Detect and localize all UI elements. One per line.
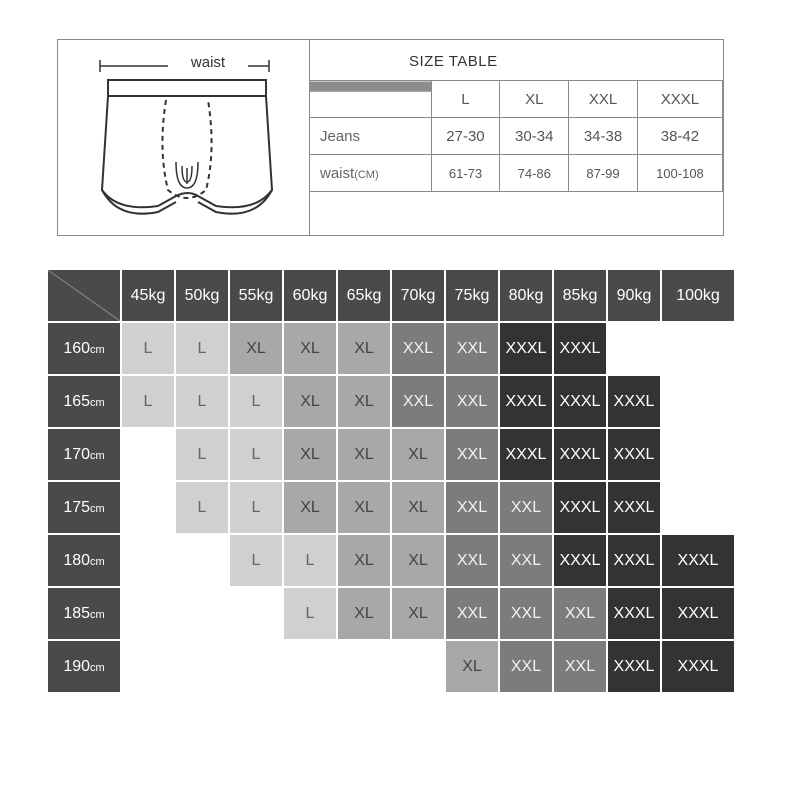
size-cell: XL — [284, 376, 336, 427]
size-cell — [392, 641, 444, 692]
size-cell: L — [230, 429, 282, 480]
size-cell — [662, 482, 734, 533]
weight-header: 80kg — [500, 270, 552, 321]
briefs-diagram — [58, 40, 310, 235]
height-value: 190 — [63, 657, 91, 675]
row-label — [310, 155, 432, 192]
height-unit: cm — [90, 343, 105, 356]
size-cell: XXXL — [500, 376, 552, 427]
blank-cell — [310, 192, 723, 231]
weight-header: 55kg — [230, 270, 282, 321]
size-header: XXL — [569, 81, 638, 118]
height-value: 165 — [63, 392, 91, 410]
height-unit: cm — [90, 661, 105, 674]
size-cell — [122, 588, 174, 639]
weight-header: 65kg — [338, 270, 390, 321]
size-cell: XXL — [446, 482, 498, 533]
weight-header: 75kg — [446, 270, 498, 321]
size-cell: XXXL — [608, 482, 660, 533]
size-value: 87-99 — [569, 155, 638, 192]
size-cell: XL — [392, 482, 444, 533]
size-header: XXXL — [637, 81, 722, 118]
size-cell: XL — [338, 323, 390, 374]
height-unit: cm — [90, 396, 105, 409]
size-cell: XL — [392, 535, 444, 586]
size-cell: L — [176, 323, 228, 374]
jeans-row — [310, 118, 723, 155]
size-cell — [662, 323, 734, 374]
size-cell: XL — [284, 482, 336, 533]
size-cell: L — [176, 429, 228, 480]
height-value: 175 — [63, 498, 91, 516]
weight-header: 70kg — [392, 270, 444, 321]
size-cell — [122, 429, 174, 480]
size-cell: XXL — [554, 641, 606, 692]
size-cell: XXL — [446, 376, 498, 427]
height-unit: cm — [90, 502, 105, 515]
height-value: 170 — [63, 445, 91, 463]
height-header — [48, 482, 120, 533]
size-header: XL — [500, 81, 569, 118]
height-unit: cm — [90, 449, 105, 462]
size-cell: XXXL — [554, 535, 606, 586]
size-cell: XXL — [392, 376, 444, 427]
size-cell: XL — [230, 323, 282, 374]
size-cell — [284, 641, 336, 692]
height-row — [48, 482, 734, 533]
size-cell: XXXL — [554, 376, 606, 427]
size-cell: L — [176, 482, 228, 533]
size-cell: L — [284, 535, 336, 586]
size-cell: XL — [392, 429, 444, 480]
size-cell: L — [122, 376, 174, 427]
size-cell: L — [284, 588, 336, 639]
size-cell — [122, 641, 174, 692]
weight-header: 50kg — [176, 270, 228, 321]
size-cell: XXXL — [662, 641, 734, 692]
size-cell: XXL — [500, 482, 552, 533]
size-value: 38-42 — [637, 118, 722, 155]
size-cell — [176, 588, 228, 639]
height-header — [48, 641, 120, 692]
size-cell: XL — [338, 482, 390, 533]
size-cell: XXL — [446, 588, 498, 639]
size-table — [57, 39, 724, 236]
height-header — [48, 323, 120, 374]
size-cell: XXXL — [608, 588, 660, 639]
size-cell: XXL — [392, 323, 444, 374]
corner-diagonal — [48, 270, 120, 321]
size-cell — [176, 641, 228, 692]
height-header — [48, 535, 120, 586]
size-value: 61-73 — [431, 155, 500, 192]
size-cell: XXL — [554, 588, 606, 639]
size-value: 100-108 — [637, 155, 722, 192]
size-cell: L — [176, 376, 228, 427]
height-value: 180 — [63, 551, 91, 569]
size-cell: L — [122, 323, 174, 374]
size-cell: XXL — [500, 588, 552, 639]
size-cell: XXXL — [608, 535, 660, 586]
size-cell: XXXL — [608, 429, 660, 480]
row-label-text: waist — [320, 164, 355, 182]
size-cell: XL — [338, 376, 390, 427]
size-value: 30-34 — [500, 118, 569, 155]
height-row — [48, 376, 734, 427]
size-cell — [338, 641, 390, 692]
size-cell: XL — [338, 535, 390, 586]
size-cell: XXXL — [500, 429, 552, 480]
size-cell: L — [230, 376, 282, 427]
waist-row — [310, 155, 723, 192]
weight-header: 60kg — [284, 270, 336, 321]
waist-label: waist — [190, 54, 226, 71]
size-cell — [662, 429, 734, 480]
size-table-title: SIZE TABLE — [409, 53, 498, 70]
height-row — [48, 429, 734, 480]
size-cell — [122, 535, 174, 586]
size-cell: XL — [284, 323, 336, 374]
height-value: 160 — [63, 339, 91, 357]
size-table-corner — [310, 81, 432, 118]
size-header-row — [310, 81, 723, 118]
size-cell — [122, 482, 174, 533]
height-header — [48, 588, 120, 639]
size-cell: XXXL — [554, 482, 606, 533]
blank-row — [310, 192, 723, 231]
size-cell: XL — [446, 641, 498, 692]
chart-corner — [48, 270, 120, 321]
height-row — [48, 588, 734, 639]
size-cell: XXXL — [608, 641, 660, 692]
weight-height-chart — [46, 268, 736, 694]
size-cell: XXXL — [500, 323, 552, 374]
size-header: L — [431, 81, 500, 118]
size-cell — [608, 323, 660, 374]
weight-header: 100kg — [662, 270, 734, 321]
size-cell: XXL — [500, 641, 552, 692]
weight-header-row — [48, 270, 734, 321]
size-cell: XXL — [500, 535, 552, 586]
size-table-grid — [309, 80, 723, 230]
row-label-unit: (CM) — [354, 168, 379, 181]
size-cell: XXXL — [554, 323, 606, 374]
size-cell: XXXL — [554, 429, 606, 480]
size-value: 74-86 — [500, 155, 569, 192]
size-cell: XXXL — [662, 588, 734, 639]
size-cell: XL — [284, 429, 336, 480]
size-cell: XL — [338, 429, 390, 480]
height-value: 185 — [63, 604, 91, 622]
height-unit: cm — [90, 555, 105, 568]
size-cell — [662, 376, 734, 427]
size-cell: XXL — [446, 429, 498, 480]
size-cell: L — [230, 535, 282, 586]
size-cell: XXXL — [662, 535, 734, 586]
height-row — [48, 535, 734, 586]
size-value: 27-30 — [431, 118, 500, 155]
weight-header: 45kg — [122, 270, 174, 321]
height-row — [48, 641, 734, 692]
height-row — [48, 323, 734, 374]
height-unit: cm — [90, 608, 105, 621]
size-cell: L — [230, 482, 282, 533]
size-cell: XL — [338, 588, 390, 639]
size-cell: XXL — [446, 535, 498, 586]
size-cell — [230, 588, 282, 639]
height-header — [48, 376, 120, 427]
size-value: 34-38 — [569, 118, 638, 155]
size-cell: XXL — [446, 323, 498, 374]
size-cell: XL — [392, 588, 444, 639]
size-cell — [176, 535, 228, 586]
size-cell: XXXL — [608, 376, 660, 427]
height-header — [48, 429, 120, 480]
row-label: Jeans — [310, 118, 432, 155]
weight-header: 85kg — [554, 270, 606, 321]
size-cell — [230, 641, 282, 692]
weight-header: 90kg — [608, 270, 660, 321]
